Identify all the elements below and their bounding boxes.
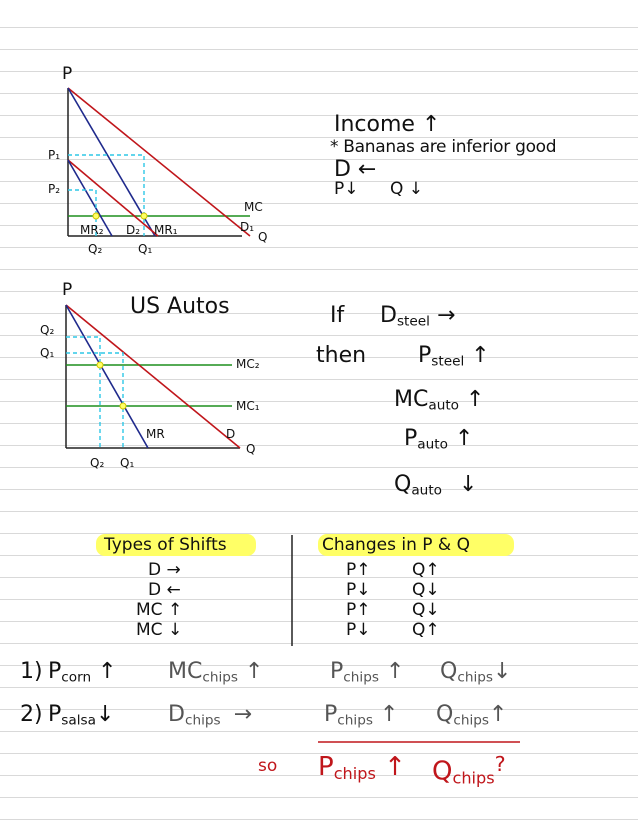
- graph1-p2-label: P₂: [48, 182, 61, 196]
- ex1-p-corn-arrow: ↑: [98, 659, 117, 684]
- ex2-d-chips-symbol: D: [168, 702, 185, 727]
- ex2-p-salsa-symbol: P: [48, 702, 62, 727]
- so-q-chips-symbol: Q: [432, 756, 453, 787]
- graph1-mr2-label: MR₂: [80, 223, 104, 237]
- ex1-p-chips-symbol: P: [330, 659, 344, 684]
- notes1-quantity-down: Q ↓: [390, 179, 424, 199]
- ex2-q-chips-symbol: Q: [436, 702, 454, 727]
- graph1-d1-label: D₁: [240, 220, 255, 234]
- notes1-income: Income ↑: [334, 112, 441, 137]
- graph1-p-axis-label: P: [62, 64, 73, 84]
- table-row-1-shift: D →: [148, 560, 181, 580]
- ex2-d-chips: [168, 704, 252, 728]
- ex1-p-chips-sub: chips: [343, 669, 379, 686]
- notes2-d-steel-arrow: →: [436, 303, 456, 328]
- ex2-p-chips-arrow: ↑: [379, 702, 399, 727]
- ex1-q-chips-arrow: ↓: [493, 659, 512, 684]
- ex2-p-chips-symbol: P: [324, 702, 338, 727]
- so-q-chips-mark: ?: [494, 752, 506, 776]
- table-row-2-q: Q↓: [412, 580, 440, 600]
- so-p-chips: [318, 754, 406, 782]
- notes2-then: then: [316, 343, 367, 368]
- ex2-d-chips-arrow: →: [233, 702, 253, 727]
- table-row-2-p: P↓: [346, 580, 371, 600]
- notes2-d-steel: [380, 305, 455, 329]
- notes2-p-steel: [418, 345, 490, 369]
- ex1-q-chips-sub: chips: [457, 669, 493, 686]
- graph2-title: US Autos: [130, 294, 230, 319]
- notes2-if: If: [330, 303, 345, 328]
- ex1-mc-chips-symbol: MC: [168, 659, 203, 684]
- notes2-mc-auto-sub: auto: [428, 397, 460, 414]
- table-row-3-q: Q↓: [412, 600, 440, 620]
- notes2-mc-auto-symbol: MC: [394, 387, 429, 412]
- notes2-q-auto: [394, 474, 477, 498]
- so-p-chips-arrow: ↑: [384, 752, 406, 782]
- ex1-p-corn: [48, 661, 117, 685]
- graph2-mr-line: [66, 305, 148, 448]
- table-row-3-p: P↑: [346, 600, 371, 620]
- notes2-p-steel-arrow: ↑: [471, 343, 490, 368]
- table-row-4-shift: MC ↓: [136, 620, 183, 640]
- ex1-q-chips: [440, 661, 511, 685]
- notes1-demand-left: D ←: [334, 157, 377, 182]
- so-p-chips-symbol: P: [318, 752, 334, 782]
- graph2-mc1-label: MC₁: [236, 399, 260, 413]
- notes2-mc-auto-arrow: ↑: [466, 387, 485, 412]
- ex2-q-chips-arrow: ↑: [489, 702, 508, 727]
- ex1-number: 1): [20, 659, 43, 684]
- graph1-mc-label: MC: [244, 200, 263, 214]
- graph2-d-label: D: [226, 427, 236, 441]
- graph2-point-2: [120, 403, 126, 409]
- ex2-q-chips: [436, 704, 507, 728]
- notes2-q-auto-arrow: ↓: [459, 472, 478, 497]
- table-row-4-q: Q↑: [412, 620, 440, 640]
- ex1-p-corn-symbol: P: [48, 659, 62, 684]
- graph2-q1-dashed: [66, 353, 123, 448]
- graph1-q2-label: Q₂: [88, 242, 103, 256]
- graph2-q2-left-label: Q₂: [40, 323, 55, 337]
- ex2-p-salsa-arrow: ↓: [95, 702, 115, 727]
- graph1-d2-label: D₂: [126, 223, 141, 237]
- table-row-1-q: Q↑: [412, 560, 440, 580]
- graph1-q1-label: Q₁: [138, 242, 153, 256]
- graph2-point-1: [97, 362, 103, 368]
- notes2-p-steel-symbol: P: [418, 343, 432, 368]
- ex2-p-salsa: [48, 704, 114, 728]
- so-q-chips: [432, 754, 506, 786]
- ex1-p-chips: [330, 661, 404, 685]
- notes2-p-auto-arrow: ↑: [454, 426, 474, 451]
- notes2-p-auto: [404, 428, 473, 452]
- graph2-q1-left-label: Q₁: [40, 346, 55, 360]
- ex1-p-chips-arrow: ↑: [385, 659, 405, 684]
- graph2-q2-label: Q₂: [90, 456, 105, 470]
- notes1-bananas: * Bananas are inferior good: [330, 137, 557, 157]
- ex2-p-chips-sub: chips: [337, 712, 373, 729]
- graph2-mr-label: MR: [146, 427, 165, 441]
- so-label: so: [258, 756, 278, 776]
- graph1-point-2: [93, 213, 99, 219]
- table-row-1-p: P↑: [346, 560, 371, 580]
- graph2-q1-label: Q₁: [120, 456, 135, 470]
- notes2-d-steel-symbol: D: [380, 303, 397, 328]
- ex1-mc-chips: [168, 661, 263, 685]
- graph1-mr1-label: MR₁: [154, 223, 178, 237]
- table-row-4-p: P↓: [346, 620, 371, 640]
- notes2-mc-auto: [394, 389, 484, 413]
- so-p-chips-sub: chips: [333, 764, 376, 784]
- notes2-p-steel-sub: steel: [431, 353, 465, 370]
- ex1-p-corn-sub: corn: [61, 669, 92, 686]
- notes2-q-auto-symbol: Q: [394, 472, 412, 497]
- table-row-2-shift: D ←: [148, 580, 181, 600]
- graph2-mc2-label: MC₂: [236, 357, 260, 371]
- table-header-right: Changes in P & Q: [322, 535, 470, 555]
- ex2-p-chips: [324, 704, 398, 728]
- ex1-q-chips-symbol: Q: [440, 659, 458, 684]
- table-row-3-shift: MC ↑: [136, 600, 183, 620]
- notes2-q-auto-sub: auto: [411, 482, 442, 499]
- ex2-q-chips-sub: chips: [453, 712, 489, 729]
- ex1-mc-chips-arrow: ↑: [245, 659, 264, 684]
- graph1-q-axis-label: Q: [258, 230, 268, 244]
- graph1: [68, 88, 250, 236]
- notes2-p-auto-sub: auto: [417, 436, 448, 453]
- graph2-q-axis-label: Q: [246, 442, 256, 456]
- so-q-chips-sub: chips: [452, 768, 495, 788]
- graph2-p-axis-label: P: [62, 280, 73, 300]
- ex2-p-salsa-sub: salsa: [61, 712, 96, 729]
- notes1-price-down: P↓: [334, 179, 359, 199]
- notes2-d-steel-sub: steel: [396, 313, 430, 330]
- ex2-d-chips-sub: chips: [184, 712, 221, 729]
- notes2-p-auto-symbol: P: [404, 426, 418, 451]
- ex1-mc-chips-sub: chips: [202, 669, 239, 686]
- graph1-point-1: [141, 213, 147, 219]
- table-header-left: Types of Shifts: [104, 535, 227, 555]
- graph1-p1-label: P₁: [48, 148, 61, 162]
- ex2-number: 2): [20, 702, 43, 727]
